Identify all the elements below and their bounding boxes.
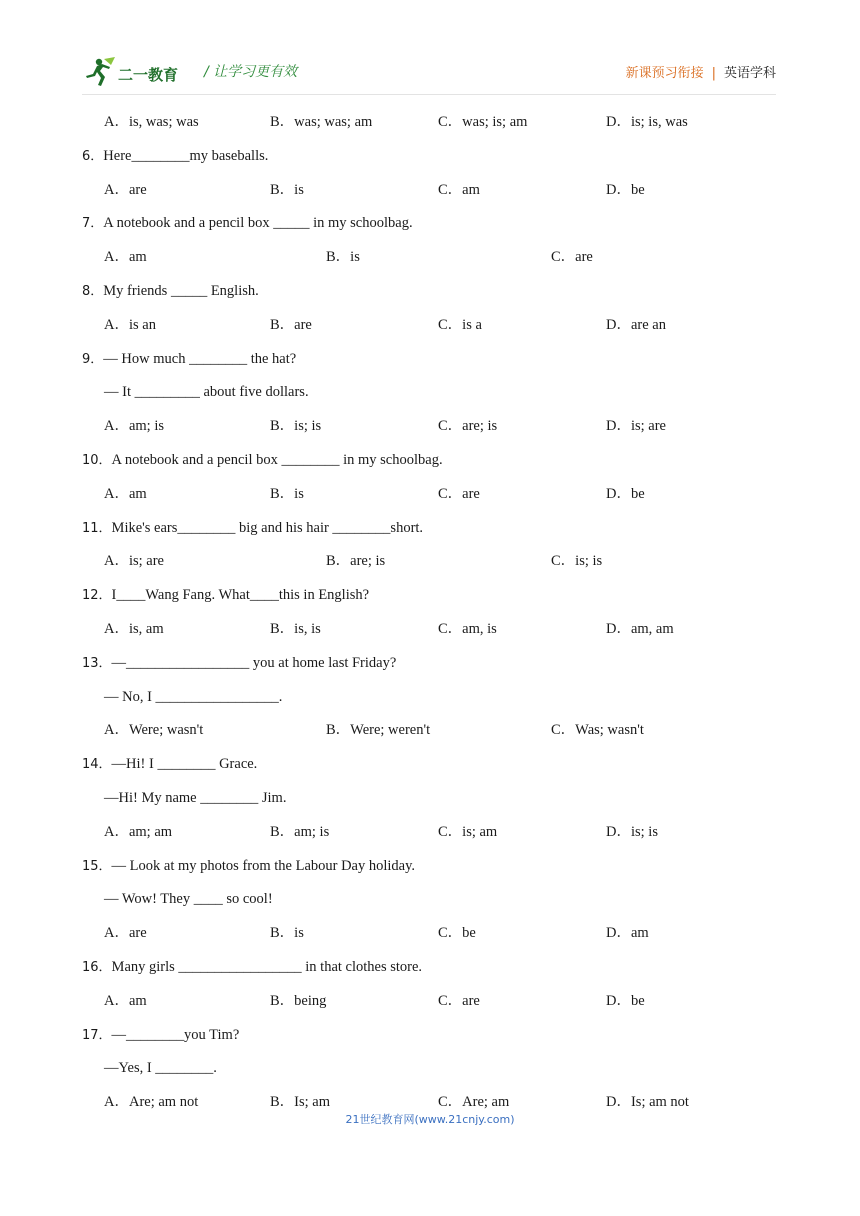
option-b: B．is xyxy=(270,925,304,942)
option-d: D．Is; am not xyxy=(606,1094,689,1111)
question-text: — Wow! They ____ so cool! xyxy=(104,891,273,908)
runner-logo-icon xyxy=(82,56,118,88)
option-d: D．is; is xyxy=(606,823,658,840)
question-text: —_________________ you at home last Friday? xyxy=(111,654,397,671)
option-d: D．am, am xyxy=(606,621,674,637)
question-text: — It _________ about five dollars. xyxy=(104,384,309,401)
option-a: A．is; are xyxy=(104,553,164,570)
question-number: 14． xyxy=(82,757,112,773)
option-c: C．is a xyxy=(438,316,482,333)
option-c: C．is; am xyxy=(438,823,498,840)
option-b: B．is; is xyxy=(270,418,322,435)
question-stem xyxy=(0,450,860,471)
option-c: C．was; is; am xyxy=(438,114,528,130)
option-c: C．are xyxy=(551,249,593,266)
option-c: C．am, is xyxy=(438,621,497,637)
option-d: D．is; are xyxy=(606,418,666,435)
question-stem xyxy=(0,518,860,539)
option-d: D．are an xyxy=(606,316,666,333)
option-a: A．am xyxy=(104,992,147,1009)
header-right xyxy=(626,62,776,81)
header-divider xyxy=(82,94,776,95)
option-b: B．is xyxy=(270,181,304,198)
question-stem xyxy=(0,213,860,234)
option-a: A．am xyxy=(104,485,147,502)
question-stem xyxy=(0,957,860,978)
question-stem xyxy=(0,754,860,775)
footer-text: 21世纪教育网(www.21cnjy.com) xyxy=(345,1113,515,1126)
dialogue-line xyxy=(0,382,860,402)
option-a: A．are xyxy=(104,925,147,942)
dialogue-line xyxy=(0,889,860,909)
option-b: B．being xyxy=(270,992,327,1009)
header-separator: | xyxy=(711,66,716,81)
question-number: 12． xyxy=(82,588,112,604)
question-text: Many girls _________________ in that clothes store. xyxy=(111,959,423,975)
option-c: C．is; is xyxy=(551,553,603,570)
question-stem xyxy=(0,146,860,167)
question-text: — No, I _________________. xyxy=(104,688,283,705)
question-number: 8． xyxy=(82,284,104,299)
option-a: A．is, am xyxy=(104,621,164,637)
question-number: 11． xyxy=(82,520,112,536)
subject-label: 英语学科 xyxy=(723,66,776,81)
option-a: A．are xyxy=(104,181,147,198)
option-d: D．is; is, was xyxy=(606,114,688,130)
option-b: B．is xyxy=(326,249,360,266)
option-c: C．are xyxy=(438,485,480,502)
option-b: B．are xyxy=(270,316,312,333)
question-text: A notebook and a pencil box _____ in my schoolbag. xyxy=(103,215,413,232)
question-text: My friends _____ English. xyxy=(103,283,259,299)
option-a: A．am xyxy=(104,249,147,266)
question-text: I____Wang Fang. What____this in English? xyxy=(111,587,370,604)
question-number: 13． xyxy=(82,655,112,671)
question-text: Here________my baseballs. xyxy=(103,147,269,164)
question-text: —Hi! I ________ Grace. xyxy=(111,756,258,773)
option-b: B．is xyxy=(270,485,304,502)
question-number: 10． xyxy=(82,453,112,468)
question-number: 17． xyxy=(82,1027,112,1043)
option-a: A．Were; wasn't xyxy=(104,722,204,739)
question-stem xyxy=(0,856,860,877)
question-text: —Yes, I ________. xyxy=(104,1060,217,1077)
logo-text: 二一教育 xyxy=(118,66,179,84)
option-d: D．be xyxy=(606,485,645,502)
option-b: B．am; is xyxy=(270,823,330,840)
option-b: B．was; was; am xyxy=(270,114,373,130)
question-text: — How much ________ the hat? xyxy=(103,350,297,367)
option-c: C．am xyxy=(438,181,480,198)
question-text: A notebook and a pencil box ________ in my schoolbag. xyxy=(111,452,443,468)
option-b: B．are; is xyxy=(326,553,386,570)
option-d: D．am xyxy=(606,925,649,942)
question-text: — Look at my photos from the Labour Day holiday. xyxy=(111,857,416,874)
logo xyxy=(82,56,192,90)
option-c: C．Was; wasn't xyxy=(551,722,644,739)
dialogue-line xyxy=(0,1058,860,1078)
question-number: 16． xyxy=(82,960,112,975)
question-number: 9． xyxy=(82,351,104,367)
option-d: D．be xyxy=(606,181,645,198)
option-a: A．am; is xyxy=(104,418,165,435)
page-header xyxy=(82,52,776,94)
question-stem xyxy=(0,349,860,370)
option-a: A．am; am xyxy=(104,823,173,840)
option-b: B．Were; weren't xyxy=(326,722,431,739)
question-text: —________you Tim? xyxy=(111,1026,240,1043)
option-c: C．be xyxy=(438,925,476,942)
slogan: / 让学习更有效 xyxy=(204,64,298,80)
question-stem xyxy=(0,281,860,302)
question-stem xyxy=(0,653,860,674)
option-a: A．is, was; was xyxy=(104,114,199,130)
course-label: 新课预习衔接 xyxy=(625,66,704,81)
question-number: 7． xyxy=(82,216,104,232)
question-text: Mike's ears________ big and his hair ________short. xyxy=(111,519,424,536)
question-stem xyxy=(0,585,860,606)
question-stem xyxy=(0,1025,860,1046)
question-number: 6． xyxy=(82,148,104,164)
option-a: A．Are; am not xyxy=(104,1094,199,1111)
option-d: D．be xyxy=(606,992,645,1009)
question-text: —Hi! My name ________ Jim. xyxy=(104,790,287,806)
option-c: C．are; is xyxy=(438,418,498,435)
option-b: B．is, is xyxy=(270,621,321,637)
option-a: A．is an xyxy=(104,316,156,333)
question-number: 15． xyxy=(82,858,112,874)
option-c: C．are xyxy=(438,992,480,1009)
option-b: B．Is; am xyxy=(270,1094,331,1111)
dialogue-line xyxy=(0,788,860,808)
option-c: C．Are; am xyxy=(438,1094,510,1111)
dialogue-line xyxy=(0,687,860,707)
